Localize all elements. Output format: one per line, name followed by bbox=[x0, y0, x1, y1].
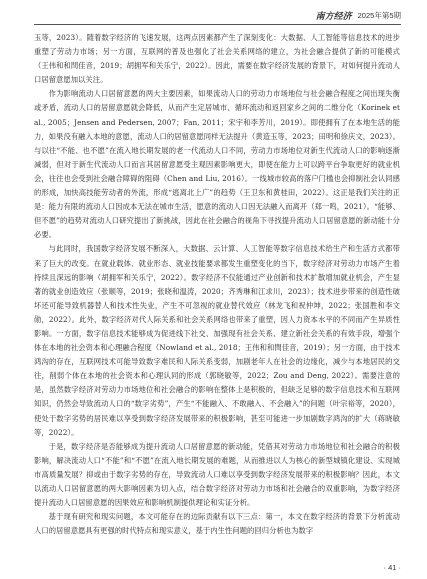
running-header bbox=[316, 9, 401, 22]
paragraph: 基于现有研究和现实问题，本文可能存在的边际贡献有以下三点：第一，本文在数字经济的背景下分析流动人口的居留意愿具有更强的时代特点和现实意义，基于内生性问题的回归分析也为数字 bbox=[34, 512, 400, 536]
paragraph: 与此同时，我国数字经济发展不断深入，大数据、云计算、人工智能等数字信息技术给生产和生活方式都带来了巨大的改变。在就业载体、就业形态、就业技能要求都发生重塑变化的当下，数字经济对劳动力市场产生着持续且深远的影响（胡拥军和关乐宁，2022）。数字经济不仅能通过产业创新和技术扩散增加就业机会，产生显著的就业创造效应（张顺等，2019；张晓和温涛，2020；齐秀琳和江求川，2023）；技术进步带来的创造性破坏还可能导致机器替人和技术性失业，产生不可忽视的就业替代效应（林龙飞和祝仲坤，2022；张国胜和李文勋，2022）。此外，数字经济对代人际关系和社会关系网络也带来了重塑，因人力资本水平的不同而产生异质性影响。一方面，数字信息技术能够成为促进线下社交、加强现有社会关系、建立新社会关系的有效手段，增强个体在本地的社会资本和心理融合程度（Nowland et al., 2018；王伟和和閆佳音，2019）；另一方面，由于技术鸿沟的存在，互联网技术可能导致数字难民和人际关系变弱，加剧老年人在社会的边缘化，减少与本地居民的交往，削弱个体在本地的社会资本和心理认同的形成（郭晓敏等，2022；Zou and Deng, 2022）。需要注意的是，虽然数字经济对劳动力市场地位和社会融合的影响在整体上是积极的，但缺乏足够的数字信息技术和互联网知识，仍然会导致流动人口的“数字劣势”，产生“不能融入、不敢融入、不会融入”的问题（叶宗裕等，2020），使处于数字劣势的居民难以享受到数字经济发展带来的积极影响，甚至可能进一步加剧数字鸿沟的扩大（蒋晓敏等，2022）。 bbox=[34, 244, 400, 437]
paragraph: 作为影响流动人口居留意愿的两大主要因素，如果流动人口的劳动力市场地位与社会融合程度之间出现失衡或矛盾，流动人口的居留意愿就会降低，从而产生定居城市、循环流动和返回家乡之间的二维分化（Korinek et al., 2005；Jensen and Pedersen, 2007；Fan, 2011；宋宇和李芳川，2019）。即使拥有了在本地生活的能力，如果没有融入本地的意愿，流动人口的居留意愿同样无法提升（黄造玉等，2023；田明和徐庆文，2023）。与以往“不能、也不愿”在流入地长期发展的老一代流动人口不同，劳动力市场地位对新生代流动人口的影响逐渐减弱，但对于新生代流动人口而言其居留意愿受主观因素影响更大，即使在能力上可以跨平台争取更好的就业机会，往往也会受到社会融合障碍的阻碍（Chen and Liu, 2016）。一线城市较高的落户门槛也会抑制社会认同感的形成，加快高技能劳动者的外流，形成“逃离北上广”的趋势（王卫东和黄桂田，2022）。这正是我们关注的正是：能力有限的流动人口因成本无法在城市生活，愿意的流动人口因无法融入而离开（郑一鸣，2021）。“能够、但不愿”的趋势对流动人口研究提出了新挑战，因此在社会融合的视角下寻找提升流动人口居留意愿的新动能十分必要。 bbox=[34, 89, 400, 240]
paragraph: 玉等，2023）。随着数字经济的飞速发展，这两点因素都产生了深刻变化：大数据、人工智能等信息技术的进步重塑了劳动力市场；另一方面，互联网的普及也强化了社会关系网络的建立，为社会融合提供了新的可能模式（王伟和和閆佳音，2019；胡拥军和关乐宁，2022）。因此，需要在数字经济发展的背景下，对如何提升流动人口居留意愿加以关注。 bbox=[34, 33, 400, 85]
header-rule bbox=[34, 24, 401, 25]
issue-label: 2025年第5期 bbox=[357, 11, 401, 20]
body-text bbox=[34, 31, 400, 538]
paragraph: 于是，数字经济是否能够成为提升流动人口居留意愿的新动能，凭借其对劳动力市场地位和社会融合的积极影响，解决流动人口“不能”和“不愿”在流入地长期发展的难题，从而推进以人为核心的新型城镇化建设、实现城市高质量发展？抑或由于数字劣势的存在，导致流动人口难以享受到数字经济发展带来的积极影响？因此，本文以流动人口居留意愿的两大影响因素为切入点，结合数字经济对劳动力市场和社会融合的双重影响，为数字经济提升流动人口居留意愿的因果效应和影响机制提供理论和实证分析。 bbox=[34, 441, 400, 508]
page-number: · 41 · bbox=[383, 563, 401, 572]
journal-title: 南方经济 bbox=[315, 12, 352, 22]
